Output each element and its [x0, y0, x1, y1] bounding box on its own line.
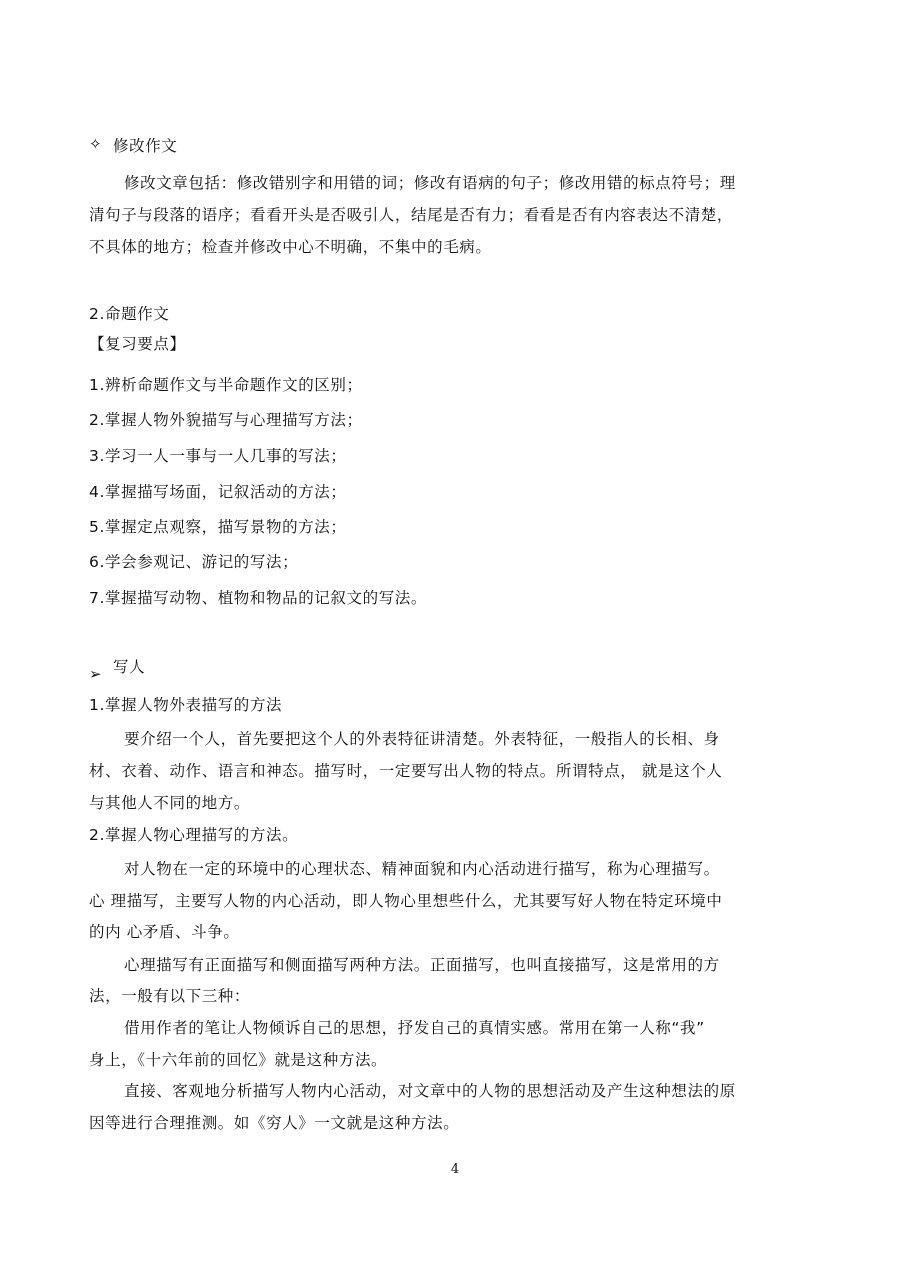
- review-heading: 【复习要点】: [89, 335, 186, 353]
- paragraph-line: 身上，《十六年前的回忆》就是这种方法。: [89, 1051, 388, 1069]
- subsection-title: 2.掌握人物心理描写的方法。: [89, 826, 299, 844]
- arrow-bullet-icon: ➢: [89, 665, 102, 683]
- paragraph-line: 直接、客观地分析描写人物内心活动，对文章中的人物的思想活动及产生这种想法的原: [124, 1082, 736, 1100]
- paragraph-line: 法，一般有以下三种：: [89, 987, 251, 1005]
- paragraph-line: 心理描写有正面描写和侧面描写两种方法。正面描写，也叫直接描写，这是常用的方: [124, 956, 720, 974]
- section-title-topic-essay: 2.命题作文: [89, 305, 170, 323]
- subsection-title: 1.掌握人物外表描写的方法: [89, 696, 283, 714]
- list-item: 6.学会参观记、游记的写法；: [89, 553, 299, 571]
- list-item: 4.掌握描写场面，记叙活动的方法；: [89, 483, 347, 501]
- paragraph-line: 修改文章包括：修改错别字和用错的词；修改有语病的句子；修改用错的标点符号；理: [124, 174, 736, 192]
- list-item: 7.掌握描写动物、植物和物品的记叙文的写法。: [89, 589, 427, 607]
- paragraph-line: 对人物在一定的环境中的心理状态、精神面貌和内心活动进行描写，称为心理描写。: [124, 860, 720, 878]
- paragraph-line: 因等进行合理推测。如《穷人》一文就是这种方法。: [89, 1114, 460, 1132]
- section-heading-write-person: 写人: [113, 658, 146, 676]
- page-number: 4: [450, 1162, 460, 1177]
- diamond-bullet-icon: ✧: [89, 135, 102, 153]
- paragraph-line: 要介绍一个人，首先要把这个人的外表特征讲清楚。外表特征，一般指人的长相、身: [124, 730, 720, 748]
- list-item: 2.掌握人物外貌描写与心理描写方法；: [89, 411, 363, 429]
- list-item: 5.掌握定点观察，描写景物的方法；: [89, 518, 347, 536]
- section-heading-revise: 修改作文: [113, 137, 178, 155]
- paragraph-line: 借用作者的笔让人物倾诉自己的思想，抒发自己的真情实感。常用在第一人称“我”: [124, 1019, 705, 1037]
- list-item: 3.学习一人一事与一人几事的写法；: [89, 447, 347, 465]
- paragraph-line: 与其他人不同的地方。: [89, 794, 251, 812]
- paragraph-line: 材、衣着、动作、语言和神态。描写时，一定要写出人物的特点。所谓特点， 就是这个人: [89, 762, 723, 780]
- paragraph-line: 清句子与段落的语序；看看开头是否吸引人，结尾是否有力；看看是否有内容表达不清楚，: [89, 206, 734, 224]
- paragraph-line: 心 理描写，主要写人物的内心活动，即人物心里想些什么，尤其要写好人物在特定环境中: [89, 892, 723, 910]
- paragraph-line: 的内 心矛盾、斗争。: [89, 923, 240, 941]
- list-item: 1.辨析命题作文与半命题作文的区别；: [89, 376, 363, 394]
- paragraph-line: 不具体的地方；检查并修改中心不明确，不集中的毛病。: [89, 238, 492, 256]
